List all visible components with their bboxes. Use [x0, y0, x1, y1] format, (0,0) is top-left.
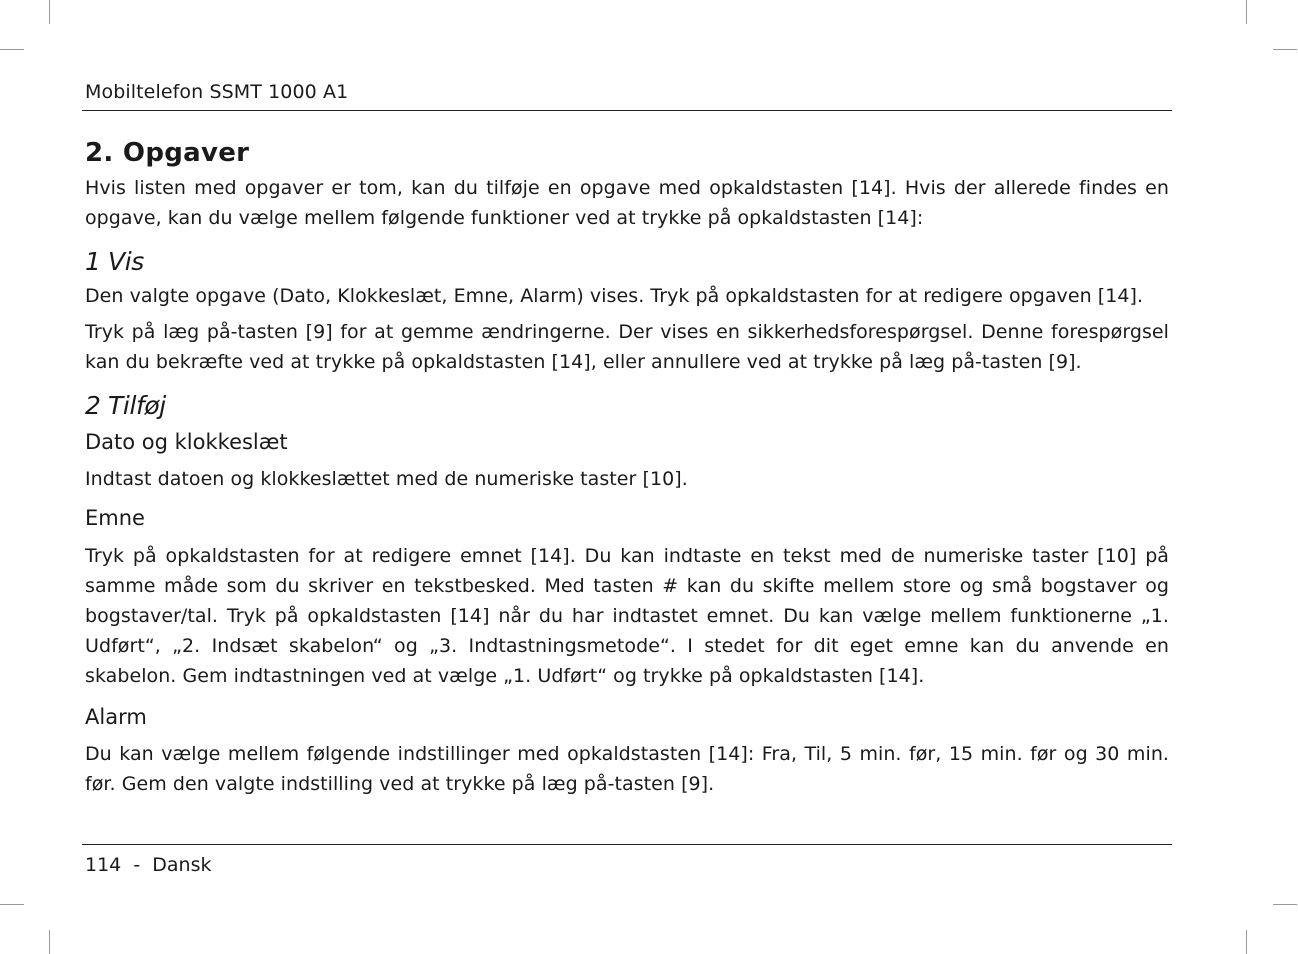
emne-heading: Emne — [85, 506, 145, 530]
crop-mark-top-right-horizontal — [1273, 49, 1297, 50]
crop-mark-bottom-right-vertical — [1246, 930, 1247, 954]
header-rule — [82, 110, 1172, 111]
alarm-paragraph: Du kan vælge mellem følgende indstillinger med opkaldstasten [14]: Fra, Til, 5 min. før, 15 min. før og 30 min. før. Gem den valgte indstilling ved at trykke på læg på-tasten [9]. — [85, 743, 1169, 795]
page-number-footer: 114 - Dansk — [85, 854, 212, 876]
crop-mark-bottom-right-horizontal — [1273, 904, 1297, 905]
footer-rule — [82, 844, 1172, 845]
vis-paragraph-1: Den valgte opgave (Dato, Klokkeslæt, Emne, Alarm) vises. Tryk på opkaldstasten for at redigere opgaven [14]. — [85, 285, 1144, 307]
section-title: 2. Opgaver — [85, 138, 250, 168]
tilfoej-heading: 2 Tilføj — [85, 391, 166, 420]
running-header: Mobiltelefon SSMT 1000 A1 — [85, 81, 349, 103]
intro-paragraph: Hvis listen med opgaver er tom, kan du tilføje en opgave med opkaldstasten [14]. Hvis der allerede findes en opgave, kan du vælge mellem følgende funktioner ved at trykke på opkaldstasten [14]: — [85, 177, 1169, 229]
crop-mark-bottom-left-vertical — [49, 930, 50, 954]
alarm-heading: Alarm — [85, 705, 147, 729]
crop-mark-bottom-left-horizontal — [0, 904, 24, 905]
dato-heading: Dato og klokkeslæt — [85, 430, 288, 454]
emne-paragraph: Tryk på opkaldstasten for at redigere emnet [14]. Du kan indtaste en tekst med de numeriske taster [10] på samme måde som du skriver en tekstbesked. Med tasten # kan du skifte mellem store og små bogstaver og bogstaver/tal. Tryk på opkaldstasten [14] når du har indtastet emnet. Du kan vælge mellem funktionerne „1. Udført“, „2. Indsæt skabelon“ og „3. Indtastningsmetode“. I stedet for dit eget emne kan du anvende en skabelon. Gem indtastningen ved at vælge „1. Udført“ og trykke på opkaldstasten [14]. — [85, 545, 1169, 687]
page-content — [85, 78, 1169, 795]
crop-mark-top-left-vertical — [49, 0, 50, 24]
vis-heading: 1 Vis — [85, 247, 144, 276]
crop-mark-top-right-vertical — [1246, 0, 1247, 24]
crop-mark-top-left-horizontal — [0, 49, 24, 50]
dato-paragraph: Indtast datoen og klokkeslættet med de numeriske taster [10]. — [85, 468, 688, 490]
vis-paragraph-2: Tryk på læg på-tasten [9] for at gemme ændringerne. Der vises en sikkerhedsforespørgsel. Denne forespørgsel kan du bekræfte ved at trykke på opkaldstasten [14], eller annullere ved at trykke på læg på-tasten [9]. — [85, 321, 1169, 373]
